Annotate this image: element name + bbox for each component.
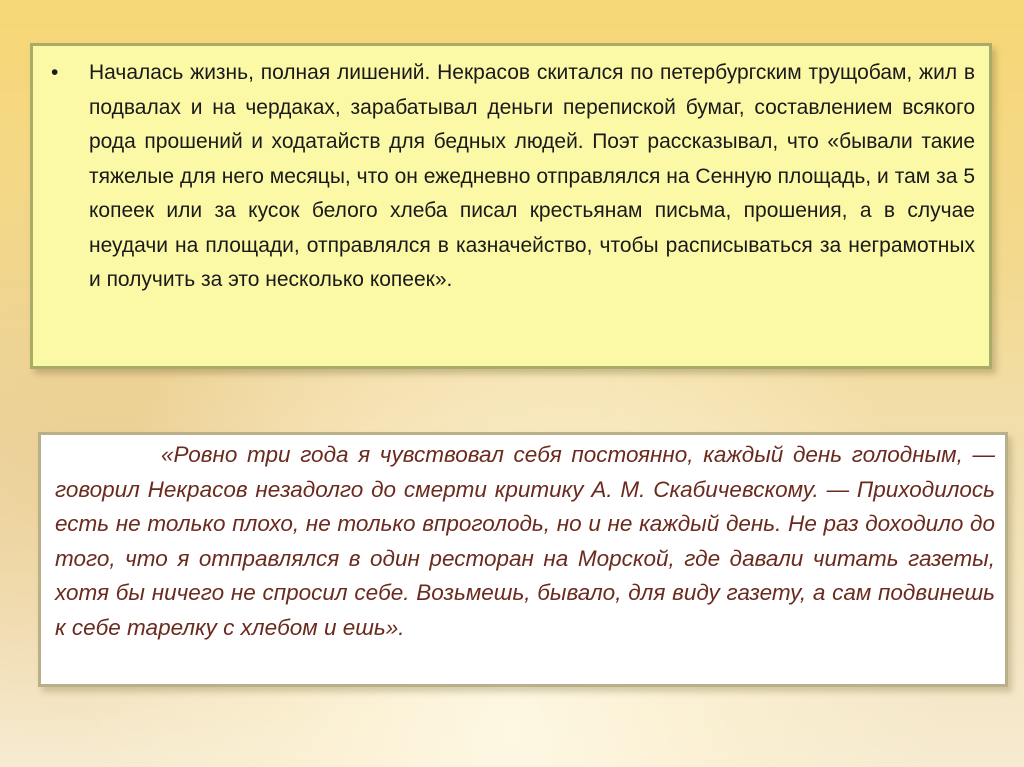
bullet-item (51, 56, 975, 298)
nekrasov-quote: «Ровно три года я чувствовал себя постоянно, каждый день голодным, — говорил Некрасов незадолго до смерти критику А. М. Скабичевскому. — Приходилось есть не только плохо, не только впроголодь, но и не каждый день. Не раз доходило до того, что я отправлялся в один ресторан на Морской, где давали читать газеты, хотя бы ничего не спросил себе. Возьмешь, бывало, для виду газету, а сам подвинешь к себе тарелку с хлебом и ешь». (55, 442, 995, 640)
quote-box (38, 432, 1008, 687)
biography-text-box (30, 43, 992, 369)
bullet-marker: • (51, 61, 59, 84)
biography-paragraph: Началась жизнь, полная лишений. Некрасов скитался по петербургским трущобам, жил в подвалах и на чердаках, зарабатывал деньги перепиской бумаг, составлением всякого рода прошений и ходатайств для бедных людей. Поэт рассказывал, что «бывали такие тяжелые для него месяцы, что он ежедневно отправлялся на Сенную площадь, и там за 5 копеек или за кусок белого хлеба писал крестьянам письма, прошения, а в случае неудачи на площади, отправлялся в казначейство, чтобы расписываться за неграмотных и получить за это несколько копеек». (89, 61, 975, 291)
